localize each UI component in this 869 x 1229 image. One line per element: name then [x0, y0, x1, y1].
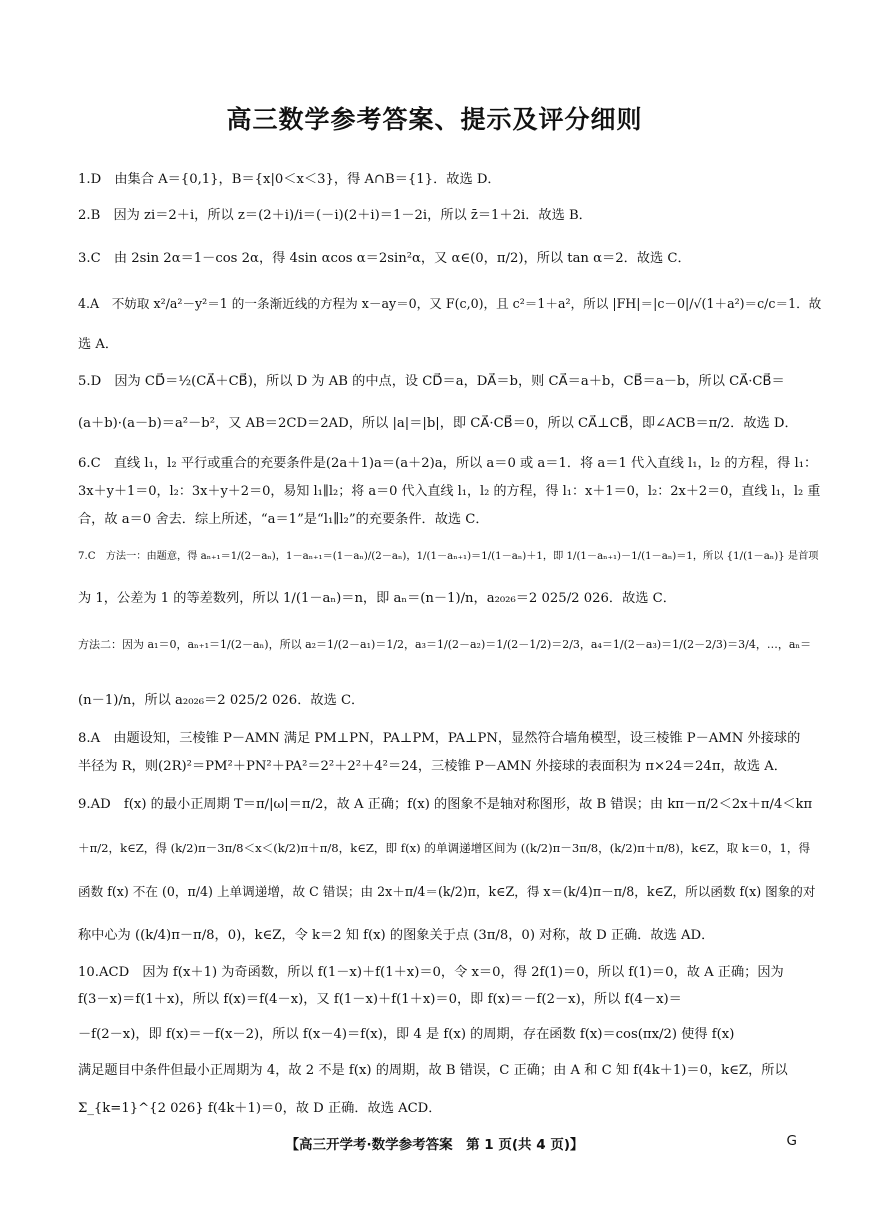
answer-line: (n－1)/n，所以 a₂₀₂₆＝2 025/2 026．故选 C． — [78, 693, 365, 708]
answer-line: 合，故 a＝0 舍去．综上所述，“a＝1”是“l₁∥l₂”的充要条件．故选 C． — [78, 512, 489, 527]
page-footer: 【高三开学考·数学参考答案 第 1 页(共 4 页)】 — [285, 1137, 584, 1153]
answer-line: 10.ACD 因为 f(x＋1) 为奇函数，所以 f(1－x)＋f(1＋x)＝0，令 x＝0，得 2f(1)＝0，所以 f(1)＝0，故 A 正确；因为 — [78, 965, 784, 980]
answer-line: 4.A 不妨取 x²/a²－y²＝1 的一条渐近线的方程为 x－ay＝0，又 F(c,0)，且 c²＝1＋a²，所以 |FH|＝|c－0|/√(1＋a²)＝c/c＝1．故 — [78, 296, 821, 311]
answer-line: 为 1，公差为 1 的等差数列，所以 1/(1－aₙ)＝n，即 aₙ＝(n－1)/n，a₂₀₂₆＝2 025/2 026．故选 C． — [78, 591, 676, 606]
answer-line: 满足题目中条件但最小正周期为 4，故 2 不是 f(x) 的周期，故 B 错误，C 正确；由 A 和 C 知 f(4k＋1)＝0，k∈Z，所以 — [78, 1063, 788, 1078]
answer-line: ＋π/2，k∈Z，得 (k/2)π－3π/8＜x＜(k/2)π＋π/8，k∈Z，即 f(x) 的单调递增区间为 ((k/2)π－3π/8，(k/2)π＋π/8)，k∈Z，取 k＝0，1，得 — [78, 841, 811, 855]
answer-line: 半径为 R，则(2R)²＝PM²＋PN²＋PA²＝2²＋2²＋4²＝24，三棱锥 P－AMN 外接球的表面积为 π×24＝24π，故选 A． — [78, 759, 787, 774]
answer-line: 5.D 因为 CD⃗＝½(CA⃗＋CB⃗)，所以 D 为 AB 的中点，设 CD⃗＝a，DA⃗＝b，则 CA⃗＝a＋b，CB⃗＝a－b，所以 CA⃗·CB⃗＝ — [78, 374, 785, 389]
answer-line: f(3－x)＝f(1＋x)，所以 f(x)＝f(4－x)，又 f(1－x)＋f(1＋x)＝0，即 f(x)＝－f(2－x)，所以 f(4－x)＝ — [78, 992, 682, 1007]
answer-line: 2.B 因为 zi＝2＋i，所以 z＝(2＋i)/i＝(－i)(2＋i)＝1－2i，所以 z̄＝1＋2i．故选 B． — [78, 208, 592, 223]
answer-line: 选 A． — [78, 337, 119, 352]
answer-line: 6.C 直线 l₁，l₂ 平行或重合的充要条件是(2a＋1)a＝(a＋2)a，所以 a＝0 或 a＝1．将 a＝1 代入直线 l₁，l₂ 的方程，得 l₁： — [78, 456, 818, 471]
answer-line: 函数 f(x) 不在 (0，π/4) 上单调递增，故 C 错误；由 2x＋π/4＝(k/2)π，k∈Z，得 x＝(k/4)π－π/8，k∈Z，所以函数 f(x) 图象的对 — [78, 884, 816, 899]
answer-line: 1.D 由集合 A＝{0,1}，B＝{x|0＜x＜3}，得 A∩B＝{1}．故选 D． — [78, 172, 501, 187]
answer-line: 8.A 由题设知，三棱锥 P－AMN 满足 PM⊥PN，PA⊥PM，PA⊥PN，显然符合墙角模型，设三棱锥 P－AMN 外接球的 — [78, 731, 801, 746]
answer-line: 7.C 方法一：由题意，得 aₙ₊₁＝1/(2－aₙ)，1－aₙ₊₁＝(1－aₙ)/(2－aₙ)，1/(1－aₙ₊₁)＝1/(1－aₙ)＋1，即 1/(1－aₙ₊₁)－1/(1－aₙ)＝1，所以 {1/(1－aₙ)} 是首项 — [78, 551, 819, 562]
answer-line: Σ_{k=1}^{2 026} f(4k＋1)＝0，故 D 正确．故选 ACD． — [78, 1101, 442, 1116]
page-title: 高三数学参考答案、提示及评分细则 — [226, 105, 643, 134]
answer-line: 3x＋y＋1＝0，l₂：3x＋y＋2＝0，易知 l₁∥l₂；将 a＝0 代入直线 l₁，l₂ 的方程，得 l₁：x＋1＝0，l₂：2x＋2＝0，直线 l₁，l₂ 重 — [78, 484, 821, 499]
answer-line: 方法二：因为 a₁＝0，aₙ₊₁＝1/(2－aₙ)，所以 a₂＝1/(2－a₁)＝1/2，a₃＝1/(2－a₂)＝1/(2－1/2)＝2/3，a₄＝1/(2－a₃)＝1/(2－2/3)＝3/4，…，aₙ＝ — [78, 638, 812, 651]
answer-line: (a＋b)·(a－b)＝a²－b²，又 AB＝2CD＝2AD，所以 |a|＝|b|，即 CA⃗·CB⃗＝0，所以 CA⃗⊥CB⃗，即∠ACB＝π/2．故选 D． — [78, 416, 798, 431]
answer-line: 称中心为 ((k/4)π－π/8，0)，k∈Z，令 k＝2 知 f(x) 的图象关于点 (3π/8，0) 对称，故 D 正确．故选 AD． — [78, 928, 715, 943]
corner-mark: G — [786, 1133, 797, 1149]
answer-line: 3.C 由 2sin 2α＝1－cos 2α，得 4sin αcos α＝2sin²α，又 α∈(0，π/2)，所以 tan α＝2．故选 C． — [78, 251, 691, 266]
answer-line: 9.AD f(x) 的最小正周期 T＝π/|ω|＝π/2，故 A 正确；f(x) 的图象不是轴对称图形，故 B 错误；由 kπ－π/2＜2x＋π/4＜kπ — [78, 797, 813, 812]
answer-line: －f(2－x)，即 f(x)＝－f(x－2)，所以 f(x－4)＝f(x)，即 4 是 f(x) 的周期，存在函数 f(x)＝cos(πx/2) 使得 f(x) — [78, 1027, 735, 1042]
